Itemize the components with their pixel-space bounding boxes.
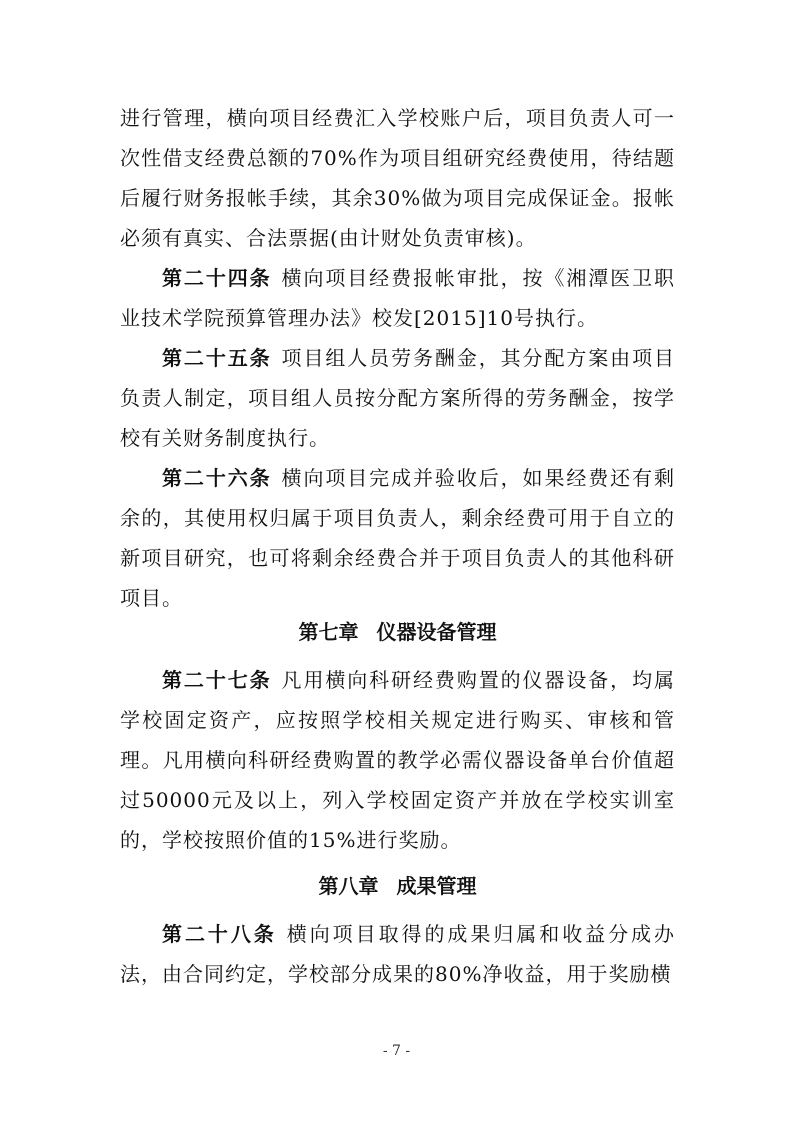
page-number: - 7 - xyxy=(382,1043,411,1059)
chapter-7-number: 第七章 xyxy=(298,620,359,644)
article-26 xyxy=(120,458,675,618)
article-24 xyxy=(120,258,675,338)
article-27-text: 凡用横向科研经费购置的仪器设备，均属学校固定资产，应按照学校相关规定进行购买、审核和管理。凡用横向科研经费购置的教学必需仪器设备单台价值超过50000元及以上，列入学校固定资产并放在学校实训室的，学校按照价值的15%进行奖励。 xyxy=(120,668,676,852)
article-28-title: 第二十八条 xyxy=(162,922,277,946)
article-27 xyxy=(120,660,675,860)
article-28 xyxy=(120,914,675,994)
chapter-8-number: 第八章 xyxy=(318,874,379,898)
article-24-title: 第二十四条 xyxy=(162,266,272,290)
chapter-7-heading xyxy=(120,612,675,652)
paragraph-continuation xyxy=(120,98,675,258)
article-25-title: 第二十五条 xyxy=(162,346,272,370)
article-26-title: 第二十六条 xyxy=(162,466,272,490)
chapter-7-title: 仪器设备管理 xyxy=(376,620,497,644)
article-25-text: 项目组人员劳务酬金，其分配方案由项目负责人制定，项目组人员按分配方案所得的劳务酬金，按学校有关财务制度执行。 xyxy=(120,346,676,450)
article-28-text: 横向项目取得的成果归属和收益分成办法，由合同约定，学校部分成果的80%净收益，用于奖励横 xyxy=(120,922,676,986)
paragraph-text: 进行管理，横向项目经费汇入学校账户后，项目负责人可一次性借支经费总额的70%作为项目组研究经费使用，待结题后履行财务报帐手续，其余30%做为项目完成保证金。报帐必须有真实、合法票据(由计财处负责审核)。 xyxy=(120,106,675,250)
article-26-text: 横向项目完成并验收后，如果经费还有剩余的，其使用权归属于项目负责人，剩余经费可用于自立的新项目研究，也可将剩余经费合并于项目负责人的其他科研项目。 xyxy=(120,466,676,610)
article-27-title: 第二十七条 xyxy=(162,668,272,692)
article-25 xyxy=(120,338,675,458)
chapter-8-title: 成果管理 xyxy=(396,874,477,898)
article-24-text: 横向项目经费报帐审批，按《湘潭医卫职业技术学院预算管理办法》校发[2015]10号执行。 xyxy=(120,266,676,330)
chapter-8-heading xyxy=(120,866,675,906)
